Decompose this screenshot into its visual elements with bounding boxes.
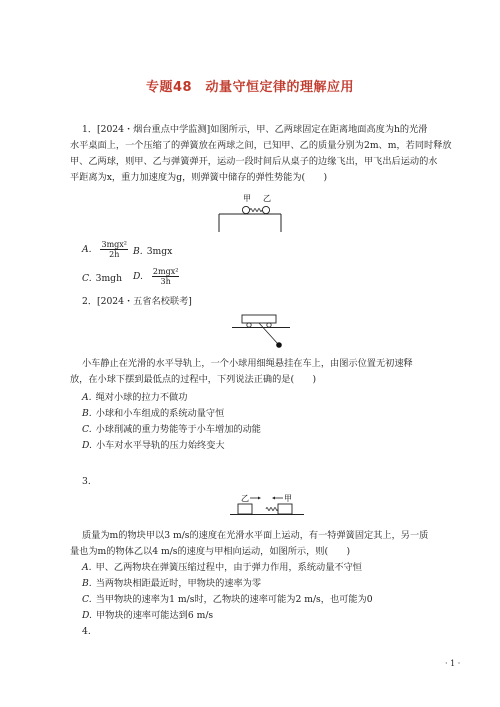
q3-option-c[interactable]: C. 当甲物块的速率为1 m/s时，乙物块的速率可能为2 m/s，也可能为0 [82,594,373,605]
q1-spring [250,209,262,212]
q3-spring [266,508,278,511]
q3-line-1: 质量为m的物块甲以3 m/s的速度在光滑水平面上运动，有一特弹簧固定其上，另一质 [82,530,429,541]
page-title: 专题48 动量守恒定律的理解应用 [145,80,355,95]
q2-cart-wheel-right [267,323,271,327]
q1-line-3: 甲、乙两球，则甲、乙与弹簧弹开，运动一段时间后从桌子的边缘飞出，甲飞出后运动的水 [70,156,438,167]
q1-option-a[interactable] [82,240,130,259]
q2-cart-wheel-left [247,323,251,327]
q1-option-a-label: A. [82,244,92,255]
q2-ball [276,342,282,348]
q3-fig-label-yi: 乙 [241,494,249,503]
q1-option-b[interactable]: B. 3mgx [133,246,173,257]
q1-ball-jia [242,206,249,213]
q2-option-b[interactable]: B. 小球和小车组成的系统动量守恒 [82,408,225,419]
q4-header: 4. [82,626,91,637]
page-number: · 1 · [445,659,461,668]
q3-line-2: 量也为m的物体乙以4 m/s的速度与甲相向运动，如图所示，则( ) [70,546,351,557]
q2-cart-body [242,315,276,323]
q3-figure [228,492,308,524]
q1-line-4: 平距离为x，重力加速度为g，则弹簧中储存的弹性势能为( ) [70,172,328,183]
q3-option-a[interactable]: A. 甲、乙两物块在弹簧压缩过程中，由于弹力作用，系统动量不守恒 [82,562,362,573]
q3-option-b[interactable]: B. 当两物块相距最近时，甲物块的速率为零 [82,578,262,589]
q3-fig-label-jia: 甲 [284,494,292,503]
q1-option-a-fraction: $\frac{\text{3mgx²}}{2h}$ [101,240,127,259]
q1-line-1: 1．[2024・烟台重点中学监测]如图所示，甲、乙两球固定在距离地面高度为h的光滑 [82,124,428,135]
q2-line-1: 小车静止在光滑的水平导轨上，一个小球用细绳悬挂在车上，由图示位置无初速释 [82,358,413,369]
q2-option-d[interactable]: D. 小车对水平导轨的压力始终变大 [82,440,225,451]
q3-block-jia [278,504,292,514]
q1-option-d-fraction: $\frac{\text{2mgx²}}{3h}$ [152,267,179,286]
q3-header: 3. [82,476,91,487]
q2-header: 2．[2024・五省名校联考] [82,296,192,307]
q1-ball-yi [262,206,269,213]
q2-line-2: 放，在小球下摆到最低点的过程中，下列说法正确的是( ) [70,374,317,385]
q3-block-yi [238,504,252,514]
q1-fig-label-jia: 甲 [243,194,251,203]
q2-option-a[interactable]: A. 绳对小球的拉力不做功 [82,392,188,403]
q1-fig-label-yi: 乙 [263,194,271,203]
q2-string [259,323,278,344]
q1-option-d[interactable]: D. $\frac{\text{2mgx²}}{3h}$ [133,267,179,286]
q1-line-2: 水平桌面上，一个压缩了的弹簧放在两球之间，已知甲、乙的质量分别为2m、m，若同时释放 [70,140,452,151]
q3-option-d[interactable]: D. 甲物块的速率可能达到6 m/s [82,610,214,621]
q2-figure [230,312,310,358]
q2-option-c[interactable]: C. 小球削减的重力势能等于小车增加的动能 [82,424,261,435]
q1-figure [215,192,285,234]
q1-option-c[interactable]: C. 3mgh [82,273,122,284]
